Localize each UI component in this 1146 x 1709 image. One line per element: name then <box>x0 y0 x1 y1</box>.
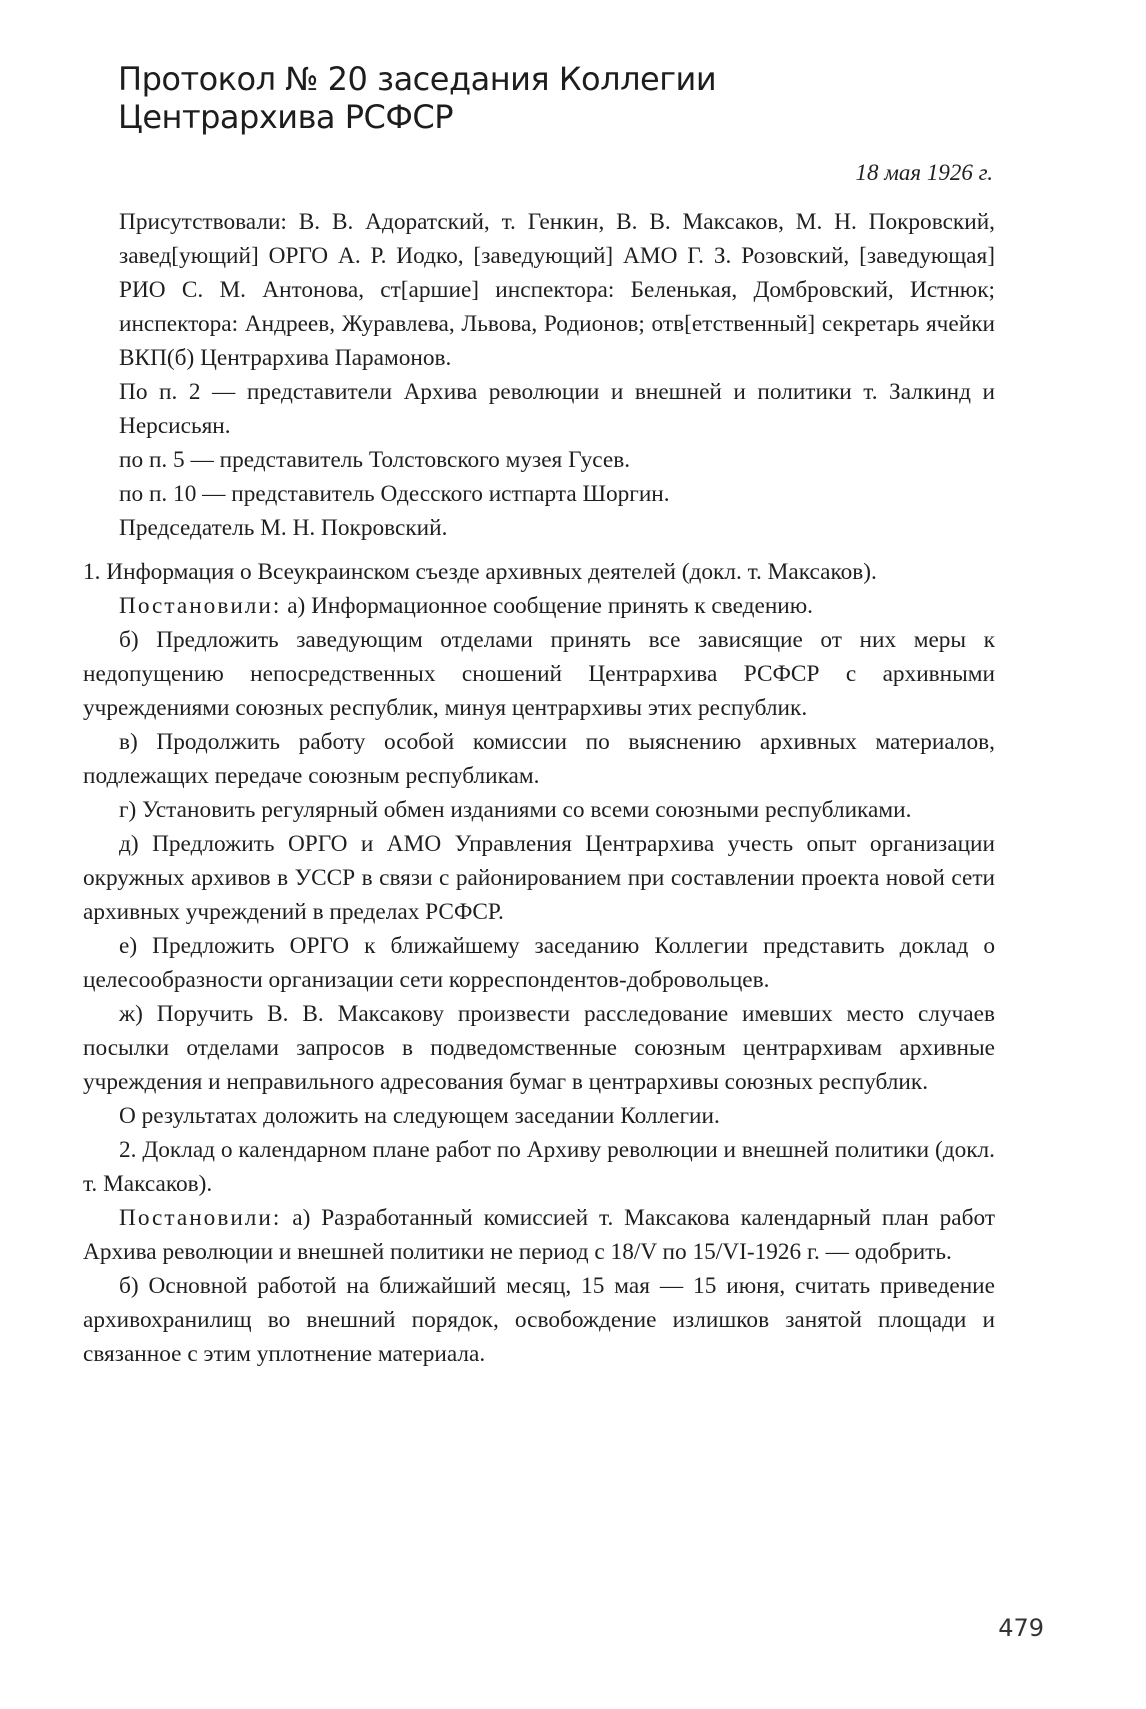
item-1-point-g: г) Установить регулярный обмен изданиями со всеми союзными республиками. <box>119 797 912 823</box>
resolution-a-text: а) Информационное сообщение принять к сведению. <box>287 593 813 619</box>
item-1-point-v: в) Продолжить работу особой комиссии по выяснению архивных материалов, подлежащих передаче союзным республикам. <box>83 729 995 789</box>
item-1-report: О результатах доложить на следующем заседании Коллегии. <box>119 1103 720 1129</box>
title-line-2: Центрархива РСФСР <box>118 98 454 136</box>
resolved-label: Постановили: <box>119 1205 282 1231</box>
attendance-item-2: По п. 2 — представители Архива революции и внешней и политики т. Залкинд и Нерсисьян. <box>119 379 995 439</box>
document-date: 18 мая 1926 г. <box>855 160 993 185</box>
item-1-point-d: д) Предложить ОРГО и АМО Управления Центрархива учесть опыт организации окружных архивов в УССР в связи с районированием при составлении проекта новой сети архивных учреждений в пределах РСФСР. <box>83 831 995 925</box>
item-1-resolution-a <box>83 589 995 623</box>
item-1-point-zh: ж) Поручить В. В. Максакову произвести расследование имевших место случаев посылки отделами запросов в подведомственные союзным центрархивам архивные учреждения и неправильного адресования бумаг в центрархивы союзных республик. <box>83 1001 995 1095</box>
item-1-point-e: е) Предложить ОРГО к ближайшему заседанию Коллегии представить доклад о целесообразности организации сети корреспондентов-добровольцев. <box>83 933 995 993</box>
agenda-item-1 <box>83 555 995 1133</box>
page-number: 479 <box>998 1614 1044 1642</box>
attendance-present: Присутствовали: В. В. Адоратский, т. Генкин, В. В. Максаков, М. Н. Покровский, завед[ующий] ОРГО А. Р. Иодко, [заведующий] АМО Г. З. Розовский, [заведующая] РИО С. М. Антонова, ст[аршие] инспектора: Беленькая, Домбровский, Истнюк; инспектора: Андреев, Журавлева, Львова, Родионов; отв[етственный] секретарь ячейки ВКП(б) Центрархива Парамонов. <box>119 209 995 371</box>
attendance-item-10: по п. 10 — представитель Одесского истпарта Шоргин. <box>119 481 670 507</box>
item-1-point-b: б) Предложить заведующим отделами принять все зависящие от них меры к недопущению непосредственных сношений Центрархива РСФСР с архивными учреждениями союзных республик, минуя центрархивы этих республик. <box>83 627 995 721</box>
item-2-resolution-a <box>83 1201 995 1269</box>
resolved-label: Постановили: <box>119 593 282 619</box>
document-title <box>118 60 716 136</box>
document-body <box>83 205 995 1371</box>
item-1-heading: 1. Информация о Всеукраинском съезде архивных деятелей (докл. т. Максаков). <box>83 559 877 585</box>
resolution-a-text: а) Разработанный комиссией т. Максакова календарный план работ Архива революции и внешней политики не период с 18/V по 15/VI-1926 г. — одобрить. <box>83 1205 996 1265</box>
chairman: Председатель М. Н. Покровский. <box>119 515 448 541</box>
item-2-heading: 2. Доклад о календарном плане работ по Архиву революции и внешней политики (докл. т. Максаков). <box>83 1137 995 1197</box>
title-line-1: Протокол № 20 заседания Коллегии <box>118 60 717 98</box>
attendance-item-5: по п. 5 — представитель Толстовского музея Гусев. <box>119 447 631 473</box>
attendance-section <box>83 205 995 545</box>
item-2-point-b: б) Основной работой на ближайший месяц, 15 мая — 15 июня, считать приведение архивохранилищ во внешний порядок, освобождение излишков занятой площади и связанное с этим уплотнение материала. <box>83 1273 995 1367</box>
agenda-item-2 <box>83 1133 995 1371</box>
